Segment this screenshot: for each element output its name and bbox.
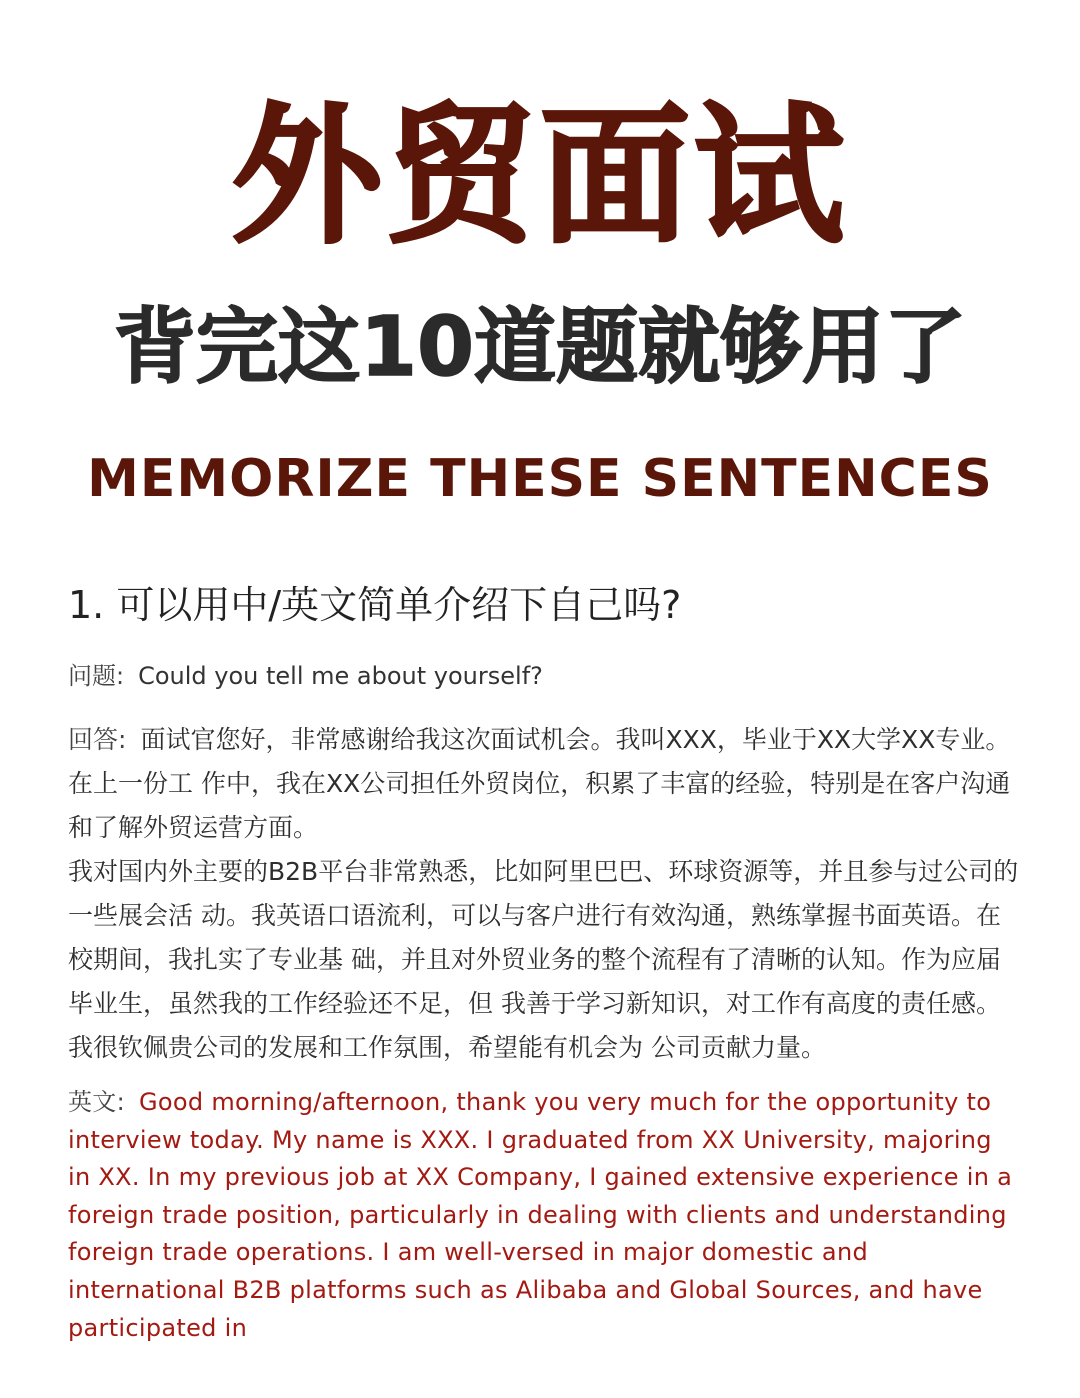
english-label: 英文: (68, 1088, 125, 1116)
question-label: 问题: (68, 662, 125, 690)
english-heading: MEMORIZE THESE SENTENCES (87, 449, 993, 509)
page-subtitle: 背完这10道题就够用了 (113, 300, 967, 395)
answer-paragraph (68, 718, 1023, 850)
answer-paragraph: 我对国内外主要的B2B平台非常熟悉，比如阿里巴巴、环球资源等，并且参与过公司的一些展会活 动。我英语口语流利，可以与客户进行有效沟通，熟练掌握书面英语。在校期间，我扎实了专业基 础，并且对外贸业务的整个流程有了清晰的认知。作为应届毕业生，虽然我的工作经验还不足，但 我善于学习新知识，对工作有高度的责任感。我很钦佩贵公司的发展和工作氛围，希望能有机会为 公司贡献力量。 (68, 857, 1019, 1062)
english-answer-text: Good morning/afternoon, thank you very much for the opportunity to interview today. My name is XXX. I graduated from XX University, majoring in XX. In my previous job at XX Company, I gained extensive experience in a foreign trade position, particularly in dealing with clients and understanding foreign trade operations. I am well-versed in major domestic and international B2B platforms such as Alibaba and Global Sources, and have participated in (68, 1088, 1013, 1342)
answer-text: 面试官您好，非常感谢给我这次面试机会。我叫XXX，毕业于XX大学XX专业。在上一份工 作中，我在XX公司担任外贸岗位，积累了丰富的经验，特别是在客户沟通和了解外贸运营方面。 (68, 725, 1011, 842)
answer-block (68, 718, 1023, 1070)
page-title: 外贸面试 (231, 90, 848, 264)
answer-label: 回答: (68, 725, 127, 754)
question-line (68, 658, 1018, 694)
question-text: Could you tell me about yourself? (138, 662, 543, 690)
english-answer-block (68, 1084, 1013, 1347)
question-heading: 1. 可以用中/英文简单介绍下自己吗? (68, 583, 682, 627)
